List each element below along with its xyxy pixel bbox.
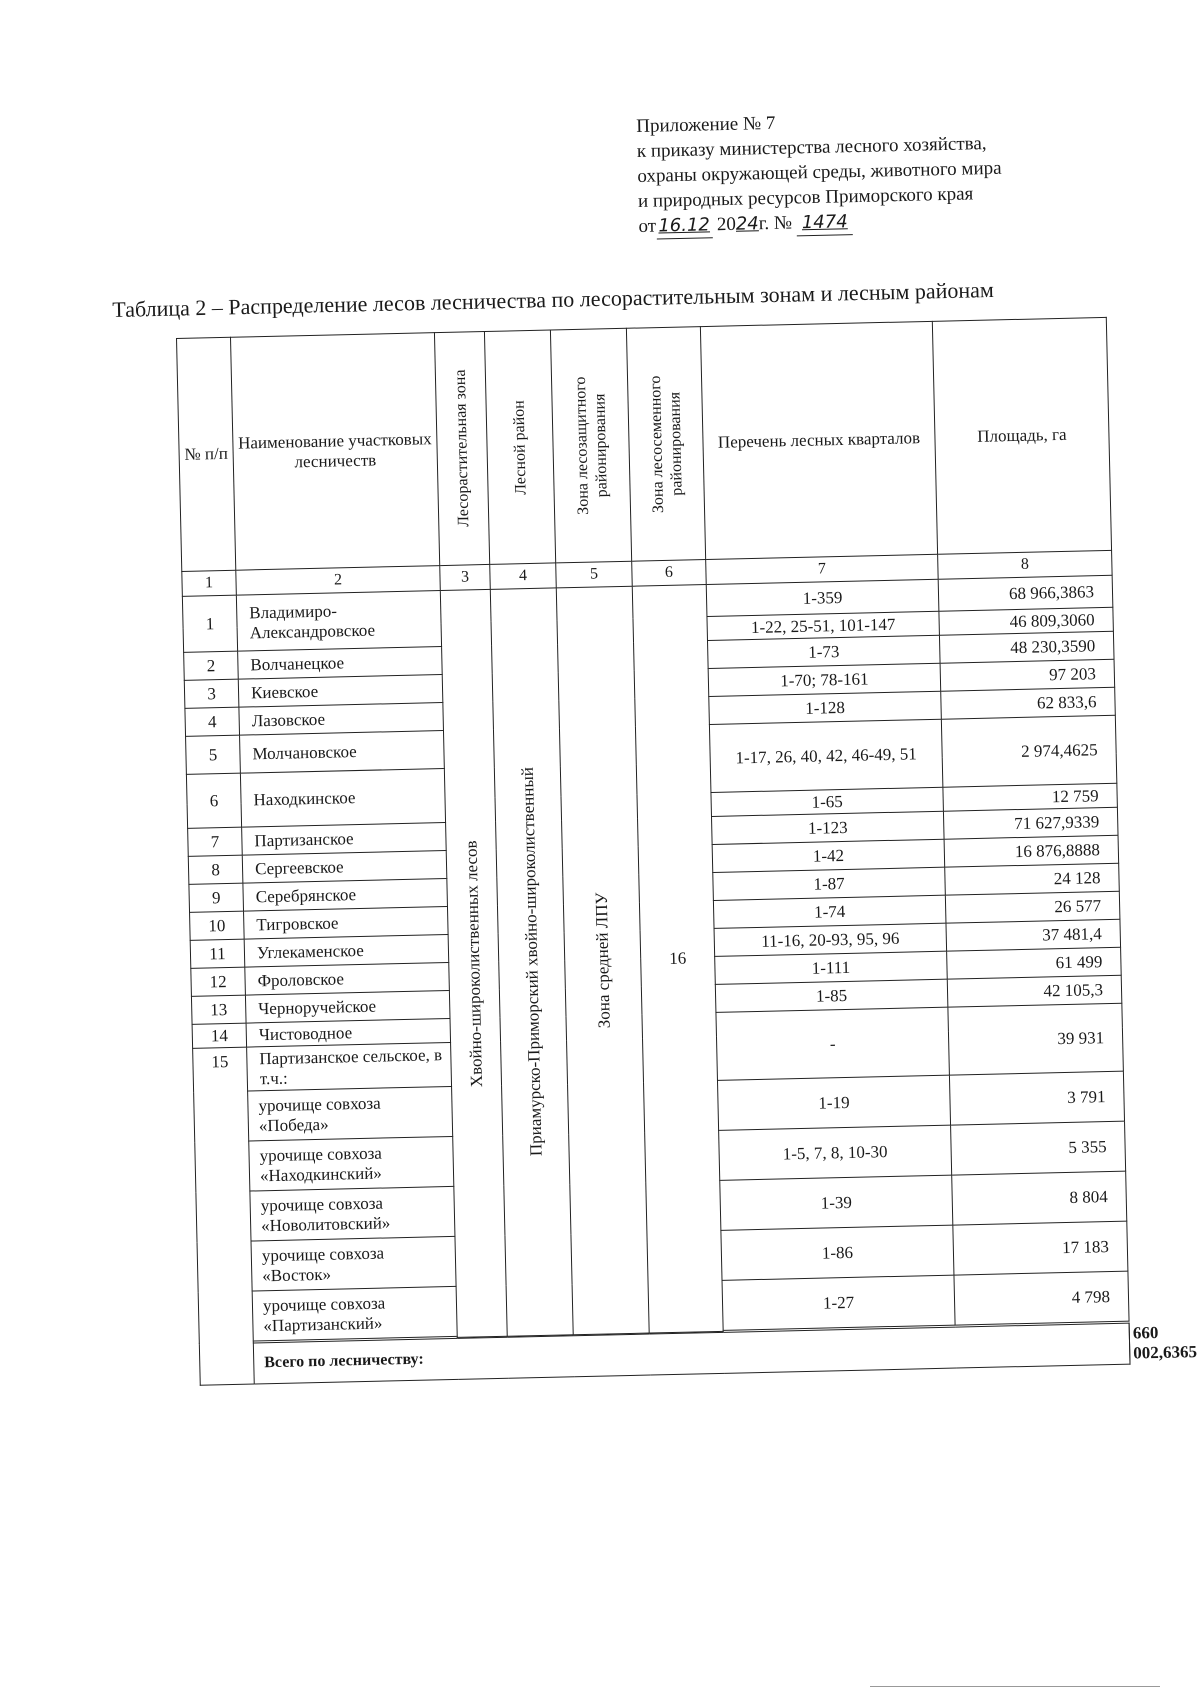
- row-name: Находкинское: [240, 769, 445, 828]
- row-area: 12 759: [943, 783, 1117, 811]
- appendix-line: к приказу министерства лесного хозяйства,: [636, 133, 987, 162]
- column-number: 8: [938, 550, 1113, 579]
- forest-distribution-table: [176, 317, 1198, 1386]
- appendix-header: [636, 103, 1129, 240]
- sub-row-area: 17 183: [953, 1221, 1128, 1275]
- row-quarters: 1-65: [711, 787, 943, 816]
- row-quarters: -: [716, 1007, 949, 1080]
- row-area: 46 809,3060: [939, 607, 1113, 635]
- sub-row-name: урочище совхоза «Находкинский»: [249, 1136, 454, 1191]
- sub-row-name: урочище совхоза «Партизанский»: [252, 1286, 457, 1341]
- row-num: 4: [185, 707, 240, 736]
- sub-row-quarters: 1-86: [721, 1225, 954, 1280]
- header-zone: [434, 332, 489, 566]
- row-name: Фроловское: [245, 962, 450, 995]
- sub-row-area: 8 804: [952, 1171, 1127, 1225]
- row-quarters: 1-73: [708, 635, 941, 668]
- sub-row-quarters: 1-27: [722, 1275, 955, 1330]
- header-district: [484, 330, 555, 564]
- row-area: 62 833,6: [941, 687, 1116, 719]
- row-area: 61 499: [947, 947, 1122, 979]
- row-num: 9: [189, 883, 244, 912]
- row-num: 1: [182, 595, 237, 652]
- row-area: 68 966,3863: [938, 575, 1113, 611]
- header-seed-zone-label: Зона лесосеменного районирования: [646, 375, 686, 514]
- row-quarters: 1-87: [713, 867, 946, 900]
- row-name: Партизанское сельское, в т.ч.:: [247, 1042, 452, 1091]
- total-label: Всего по лесничеству:: [253, 1323, 1130, 1384]
- row-num: 2: [184, 651, 239, 680]
- column-number: 7: [706, 554, 939, 584]
- header-num: № п/п: [177, 337, 236, 571]
- row-quarters: 1-128: [709, 691, 942, 724]
- header-name: Наименование участковых лесничеств: [230, 333, 439, 571]
- sub-row-name: урочище совхоза «Восток»: [251, 1236, 456, 1291]
- handwritten-year: 24: [735, 213, 759, 235]
- row-num: 8: [188, 855, 243, 884]
- header-protect-zone: [550, 328, 631, 563]
- row-name: Волчанецкое: [238, 647, 443, 680]
- row-quarters: 1-359: [706, 579, 939, 616]
- row-quarters: 1-111: [715, 951, 948, 984]
- column-number: 5: [556, 561, 633, 588]
- column-number: 6: [632, 560, 707, 587]
- handwritten-number: 1474: [796, 209, 853, 236]
- row-area: 71 627,9339: [943, 807, 1118, 839]
- merged-zone-label: Хвойно-широколиственных лесов: [461, 839, 487, 1087]
- row-name: Углекаменское: [244, 934, 449, 967]
- merged-seed-zone: 16: [632, 585, 723, 1333]
- row-name: Киевское: [238, 675, 443, 708]
- row-area: 42 105,3: [947, 975, 1122, 1007]
- merged-protect-zone-label: Зона средней ЛПУ: [591, 892, 614, 1029]
- row-name: Владимиро-Александровское: [236, 591, 441, 652]
- row-num: 12: [191, 967, 246, 996]
- row-area: 39 931: [948, 1003, 1123, 1075]
- appendix-line: охраны окружающей среды, животного мира: [637, 157, 1002, 187]
- row-quarters: 11-16, 20-93, 95, 96: [714, 923, 947, 956]
- row-quarters: 1-17, 26, 40, 42, 46-49, 51: [709, 719, 942, 792]
- row-area: 37 481,4: [946, 919, 1121, 951]
- row-name: Черноручейское: [245, 990, 450, 1023]
- appendix-line: и природных ресурсов Приморского края: [637, 183, 974, 212]
- column-number: 2: [236, 566, 441, 596]
- row-quarters: 1-85: [715, 979, 948, 1012]
- sub-row-quarters: 1-19: [717, 1075, 950, 1130]
- row-num: 13: [191, 995, 246, 1024]
- row-name: Серебрянское: [243, 878, 448, 911]
- sub-row-quarters: 1-39: [720, 1175, 953, 1230]
- column-number: 4: [490, 563, 557, 589]
- row-num: 5: [186, 735, 241, 774]
- row-quarters: 1-74: [713, 895, 946, 928]
- row-area: 24 128: [945, 863, 1120, 895]
- header-area: Площадь, га: [932, 317, 1111, 554]
- number-prefix: г. №: [758, 212, 793, 235]
- sub-row-area: 4 798: [954, 1271, 1129, 1325]
- row-area: 48 230,3590: [939, 631, 1114, 663]
- row-area: 26 577: [945, 891, 1120, 923]
- row-num: 3: [184, 679, 239, 708]
- header-protect-zone-label: Зона лесозащитного районирования: [571, 376, 611, 516]
- appendix-title: Приложение № 7: [636, 112, 776, 137]
- scan-edge-line: [870, 1686, 1160, 1687]
- sub-row-name: урочище совхоза «Новолитовский»: [250, 1186, 455, 1241]
- row-name: Лазовское: [239, 703, 444, 736]
- column-number: 3: [440, 564, 491, 590]
- header-zone-label: Лесорастительная зона: [451, 369, 473, 528]
- handwritten-date: 16.12: [656, 212, 713, 239]
- row-quarters: 1-42: [712, 839, 945, 872]
- year-prefix: 20: [716, 213, 737, 236]
- row-area: 16 876,8888: [944, 835, 1119, 867]
- row-num: 15: [193, 1047, 255, 1385]
- row-num: 14: [192, 1023, 247, 1048]
- row-num: 6: [186, 773, 241, 828]
- table-wrapper: [176, 317, 1198, 1386]
- row-name: Сергеевское: [242, 851, 447, 884]
- row-num: 7: [188, 827, 243, 856]
- row-name: Молчановское: [240, 731, 445, 774]
- total-value: 660 002,6365: [1132, 1322, 1198, 1363]
- row-name: Партизанское: [242, 823, 447, 856]
- header-seed-zone: [626, 327, 705, 562]
- row-num: 10: [190, 911, 245, 940]
- sub-row-area: 5 355: [951, 1121, 1126, 1175]
- column-number: 1: [182, 570, 237, 596]
- sub-row-area: 3 791: [949, 1071, 1124, 1125]
- row-quarters: 1-22, 25-51, 101-147: [707, 611, 939, 640]
- row-area: 97 203: [940, 659, 1115, 691]
- row-area: 2 974,4625: [941, 715, 1116, 787]
- header-district-label: Лесной район: [510, 399, 530, 495]
- table-caption: Таблица 2 – Распределение лесов лесничества по лесорастительным зонам и лесным районам: [112, 276, 995, 322]
- row-num: 11: [190, 939, 245, 968]
- sub-row-name: урочище совхоза «Победа»: [248, 1086, 453, 1141]
- sub-row-quarters: 1-5, 7, 8, 10-30: [719, 1125, 952, 1180]
- row-name: Тигровское: [244, 906, 449, 939]
- row-name: Чистоводное: [246, 1018, 450, 1047]
- row-quarters: 1-70; 78-161: [708, 663, 941, 696]
- merged-district-label: Приамурско-Приморский хвойно-широколиственный: [517, 767, 546, 1157]
- row-quarters: 1-123: [711, 811, 944, 844]
- date-prefix: от: [638, 215, 657, 237]
- header-quarters: Перечень лесных кварталов: [700, 321, 937, 559]
- header-row: [177, 317, 1112, 571]
